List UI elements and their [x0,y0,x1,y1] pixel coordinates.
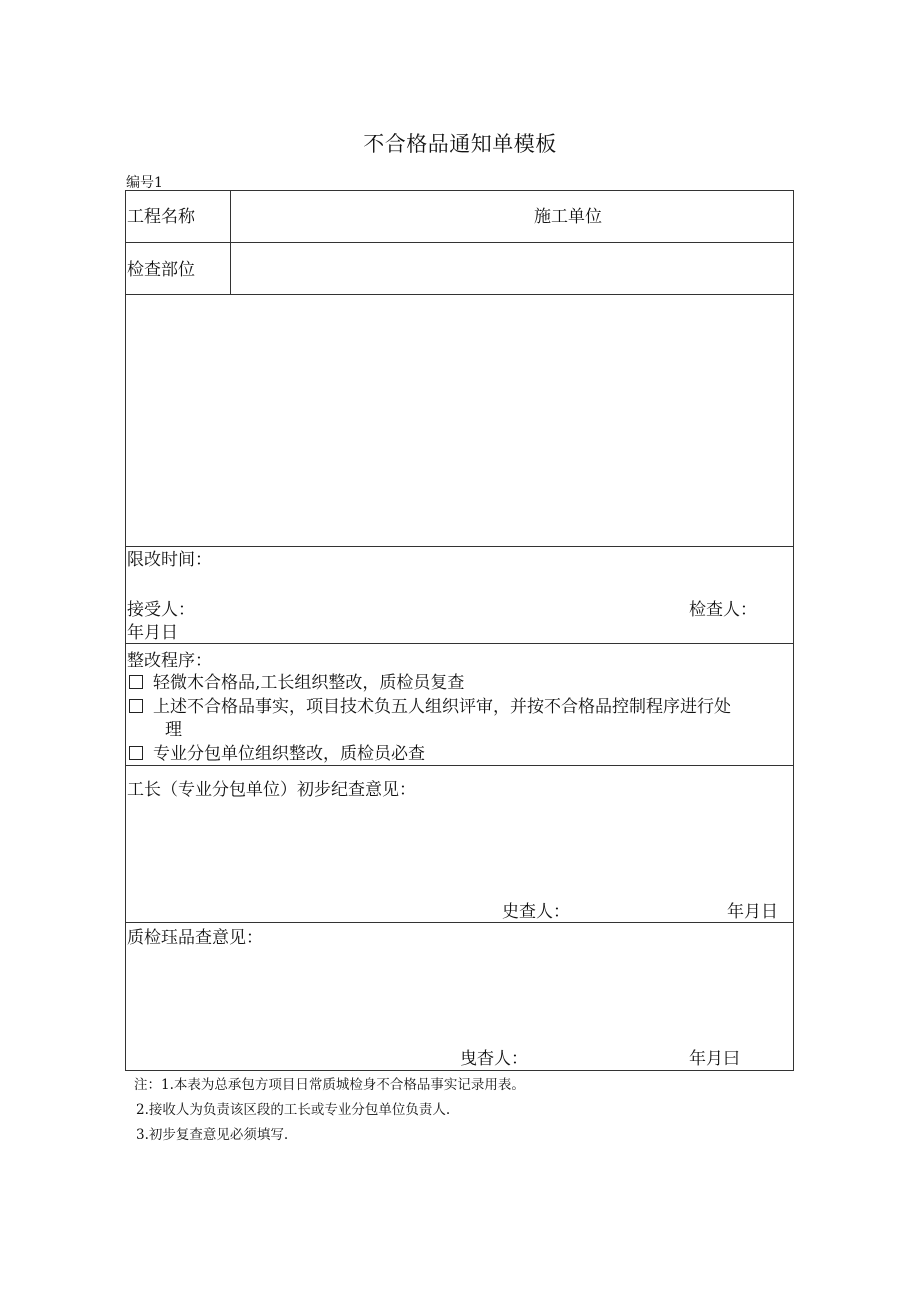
procedure-option-text: 专业分包单位组织整改，质检员必查 [153,744,425,764]
project-name-label: 工程名称 [127,207,195,227]
row-divider [126,294,793,295]
deadline-label: 限改时间： [127,550,212,570]
procedure-option-text: 轻微木合格品,工长组织整改，质检员复查 [153,673,465,693]
nonconformance-form [125,190,794,1071]
inspector-label: 检查人： [689,600,757,620]
checkbox-subcontract[interactable] [129,746,143,760]
inspection-part-label: 检查部位 [127,260,195,280]
row-divider [126,546,793,547]
checkbox-minor[interactable] [129,675,143,689]
row-divider [126,765,793,766]
qc-signer-label: 曳杳人： [460,1049,528,1069]
column-divider [230,191,231,294]
qc-date-label: 年月曰 [689,1049,740,1069]
row-divider [126,242,793,243]
foreman-signer-label: 史查人： [502,902,570,922]
row-divider [126,643,793,644]
procedure-option [129,744,425,764]
checkbox-review[interactable] [129,699,143,713]
procedure-option-text: 上述不合格品事实，项目技术负五人组织评审，并按不合格品控制程序进行处 [153,697,731,717]
foreman-date-label: 年月日 [727,902,778,922]
procedure-option-continuation: 理 [165,720,182,740]
foreman-opinion-label: 工长（专业分包单位）初步纪查意见： [127,780,416,800]
qc-opinion-label: 质检珏品查意见： [127,928,263,948]
footnote: 注：1.本表为总承包方项目日常质城检身不合格品事实记录用表。 [134,1077,525,1093]
construction-unit-label: 施工单位 [534,207,602,227]
procedure-label: 整改程序： [127,651,212,671]
page-title: 不合格品通知单模板 [363,132,557,156]
row-divider [126,922,793,923]
footnote: 3.初步复查意见必须填写. [136,1127,289,1143]
deadline-date-label: 年月日 [127,623,178,643]
procedure-option [129,673,464,693]
receiver-label: 接受人： [127,600,195,620]
document-number: 编号1 [126,175,163,191]
footnote: 2.接收人为负责该区段的工长或专业分包单位负责人. [136,1102,451,1118]
procedure-option [129,697,731,717]
